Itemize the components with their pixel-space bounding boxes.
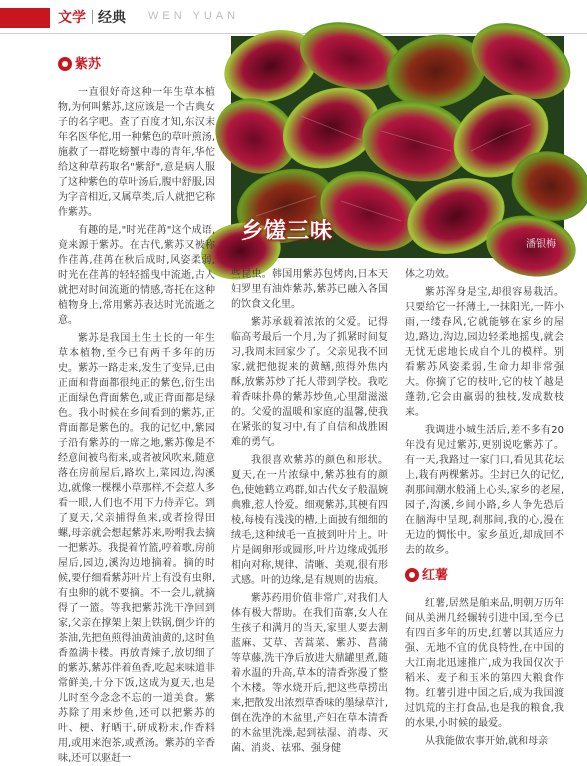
bullet-circle-icon [405,568,419,582]
paragraph: 紫苏药用价值非常广,对我们人体有极大帮助。在我们苗寨,女人在生孩子和满月的当天,家里人要去割蓝麻、艾草、苦蒿菜、紫苏、菖蒲等草藤,洗干净后放进大鼎罐里煮,随着水温的升高,草本的清香弥漫了整个木楼。等水烧开后,把这些草捞出来,把散发出浓烈草香味的墨绿草汁,倒在洗净的木盆里,产妇在草本清香的木盆里洗澡,起到祛湿、消毒、灭菌、消炎、祛邪、强身健 [231,593,388,754]
header-category: 文学 [58,10,86,26]
paragraph: 些昆虫。韩国用紫苏包烤肉,日本天妇罗里有油炸紫苏,紫苏已融入各国的饮食文化里。 [231,269,388,310]
paragraph: 体之功效。 [405,269,455,280]
header-separator [92,10,93,24]
header-column-pinyin: WEN YUAN [148,10,240,22]
article-title: 乡馐三味 [241,219,334,244]
section-heading-text: 紫苏 [75,56,102,72]
paragraph: 红薯,居然是舶来品,明朝万历年间从美洲几经辗转引进中国,至今已有四百多年的历史,红薯以其适应力强、无地不宜的优良特性,在中国的大江南北迅速推广,成为我国仅次于稻米、麦子和玉米的第四大粮食作物。红薯引进中国之后,成为我国渡过饥荒的主打食品,也是我的粮食,我的水果,小时候的最爱。 [405,598,564,729]
header-color-block [0,8,50,28]
text-column-right [405,267,564,747]
bullet-circle-icon [58,57,72,71]
paragraph: 紫苏浑身是宝,却很容易栽活。只要给它一抔薄土,一抹阳光,一阵小雨,一缕春风,它就能够在家乡的屋边,路边,沟边,园边轻柔地摇曳,就会无忧无虑地长成自个儿的模样。别看紫苏风姿柔弱,生命力却非常强大。你摘了它的枝叶,它的枝丫越是蓬勃,它会由羸弱的独枝,发成数枝来。 [405,287,564,418]
paragraph: 我调进小城生活后,差不多有20年没有见过紫苏,更别说吃紫苏了。有一天,我路过一家门口,看见其花坛上,栽有两棵紫苏。尘封已久的记忆,刹那间潮水般涌上心头,家乡的老屋,园子,沟溪,乡间小路,乡人争先恐后在脑海中呈现,刹那间,我的心,漫在无边的惆怅中。家乡虽近,却成回不去的故乡。 [405,425,564,556]
section-heading-zisu [58,55,215,73]
hero-photo [231,36,564,258]
header-column-name: 经典 [98,10,126,26]
paragraph: 我很喜欢紫苏的颜色和形状。夏天,在一片浓绿中,紫苏独有的颜色,使她鹤立鸡群,如古代女子般温婉典雅,惹人怜爱。细观紫苏,其梗有四棱,每棱有浅浅的槽,上面披有细细的绒毛,这种绒毛一直披到叶片上。叶片是阔卵形或圆形,叶片边缘成弧形相向对称,规律、清晰、美观,很有形式感。叶的边缘,是有规则的齿痕。 [231,455,388,586]
paragraph: 紫苏是我国土生土长的一年生草本植物,至今已有两千多年的历史。紫苏一路走来,发生了变异,已由正面和背面都很纯正的紫色,衍生出正面绿色背面紫色,或正背面都是绿色。我小时候在乡间看到的紫苏,正背面都是紫色的。我的记忆中,紫园子沿有紫苏的一席之地,紫苏像是不经意间被鸟衔来,或者被风吹来,随意落在房前屋后,路坎上,菜园边,沟溪边,就像一棵棵小草那样,不会惹人多看一眼,人们也不用下力侍弄它。到了夏天,父亲捕得鱼来,或者捡得田螺,母亲就会想起紫苏来,吩咐我去摘一把紫苏。我提着竹篮,哼着歌,房前屋后,园边,溪沟边地摘着。摘的时候,要仔细看紫苏叶片上有没有虫卵,有虫卵的就不要摘。不一会儿,就摘得了一篮。等我把紫苏洗干净回到家,父亲在撑架上架上铁锅,倒少许的茶油,先把鱼煎得油黄油黄的,这时鱼香盈满卡楼。再放青辣子,放切细了的紫苏,紫苏伴着鱼香,吃起来味道非常鲜美,十分下饭,这成为夏天,也是儿时至今念念不忘的一道美食。紫苏除了用来炒鱼,还可以把紫苏的叶、梗、籽晒干,研成粉末,作香料用,或用来泡茶,或煮汤。紫苏的辛香味,还可以驱赶一 [58,333,215,764]
paragraph: 从我能做农事开始,就和母亲 [425,736,549,747]
paragraph: 紫苏承载着浓浓的父爱。记得临高考最后一个月,为了抓紧时间复习,我周末回家少了。父亲见我不回家,就把他捉来的黄鳝,煎得外焦内酥,放紫苏炒了托人带到学校。我吃着香味扑鼻的紫苏炒鱼,心里甜滋滋的。父爱的温暖和家庭的温馨,使我在紧张的复习中,有了自信和战胜困难的勇气。 [231,317,388,448]
paragraph: 一直很好奇这种一年生草本植物,为何叫紫苏,这应该是一个古典女子的名字吧。查了百度才知,东汉末年名医华佗,用一种紫色的草叶煎汤,施救了一群吃螃蟹中毒的青年,华佗给这种草药取名"紫舒",意是病人服了这种紫色的草叶汤后,腹中舒服,因为字音相近,又属草类,后人就把它称作紫苏。 [58,87,215,218]
section-heading-text: 红薯 [422,567,449,583]
paragraph: 有趣的是,"时光荏苒"这个成语,竟来源于紫苏。在古代,紫苏又被称作荏苒,荏苒在秋后成时,风姿柔弱,时光在荏苒的轻轻摇曳中流逝,古人就把对时间流逝的情感,寄托在这种植物身上,常用紫苏表达时光流逝之意。 [58,225,215,326]
text-column-middle [231,267,388,754]
text-column-left [58,55,215,764]
article-author: 潘银梅 [526,239,556,250]
section-heading-hongshu [405,566,564,584]
